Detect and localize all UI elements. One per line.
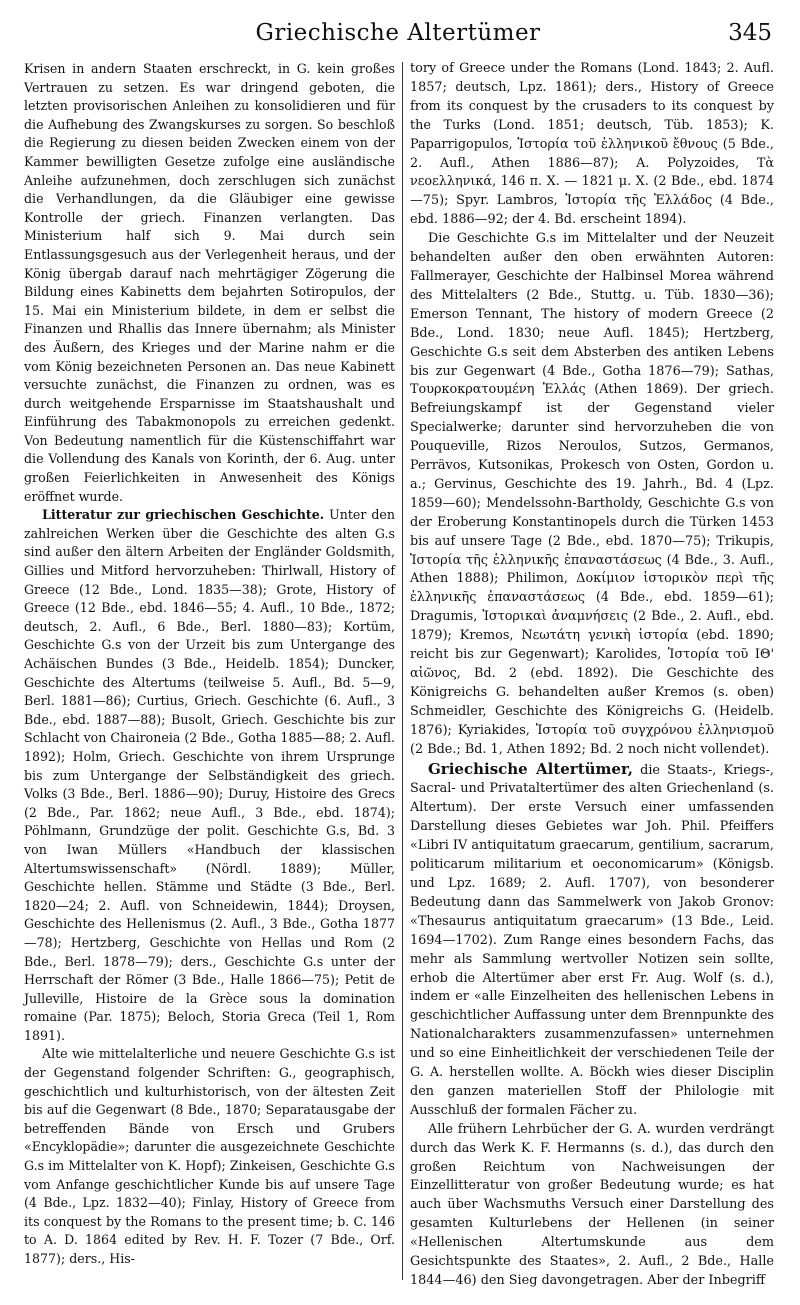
paragraph-medieval-modern-history: Alte wie mittelalterliche und neuere Geschichte G.s ist der Gegenstand folgender Schriften: G., geographisch, geschichtlich und kulturhistorisch, von der ältesten Zeit bis auf die Gegenwart (8 Bde., 1870; Separatausgabe der betreffenden Bände von Ersch und Grubers «Encyklopädie»; darunter die ausgezeichnete Geschichte G.s im Mittelalter von K. Hopf); Zinkeisen, Geschichte G.s vom Anfange geschichtlicher Kunde bis auf unsere Tage (4 Bde., Lpz. 1832—40); Finlay, History of Greece from its conquest by the Romans to the present time; b. C. 146 to A. D. 1864 edited by Rev. H. F. Tozer (7 Bde., Orf. 1877); ders., His-	[24, 1046, 395, 1266]
page-number: 345	[728, 20, 772, 46]
entry-griechische-altertuemer	[410, 760, 774, 1121]
paragraph-greek-finances: Krisen in andern Staaten erschreckt, in G. kein großes Vertrauen zu setzen. Es war dringend geboten, die letzten provisorischen Anleihen zu konsolidieren und für die Aufhebung des Zwangskurses zu sorgen. So beschloß die Regierung zu diesen beiden Zwecken einem von der Kammer bewilligten Gesetze zufolge eine ausländische Anleihe aufzunehmen, doch zerschlugen sich zunächst die Verhandlungen, da die Gläubiger eine gewisse Kontrolle der griech. Finanzen verlangten. Das Ministerium half sich 9. Mai durch sein Entlassungsgesuch aus der Verlegenheit heraus, und der König übergab darauf nach mehrtägiger Zögerung die Bildung eines Kabinetts dem bejahrten Sotiropulos, der 15. Mai ein Ministerium bildete, in dem er selbst die Finanzen und Rhallis das Innere übernahm; als Minister des Äußern, des Krieges und der Marine nahm er die vom König bezeichneten Personen an. Das neue Kabinett versuchte zunächst, die Finanzen zu ordnen, was es durch weitgehende Ersparnisse im Staatshaushalt und Einführung des Tabakmonopols zu erreichen gedenkt. Von Bedeutung namentlich für die Küstenschiffahrt war die Vollendung des Kanals von Korinth, der 6. Aug. unter großen Feierlichkeiten in Anwesenheit des Königs eröffnet wurde.	[24, 61, 395, 504]
left-column	[24, 60, 395, 1269]
entry-text: die Staats-, Kriegs-, Sacral- und Privataltertümer des alten Griechenland (s. Altertum). Der erste Versuch einer umfassenden Darstellung dieses Gebietes war Joh. Phil. Pfeiffers «Libri IV antiquitatum graecarum, gentilium, sacrarum, politicarum militarium et oeconomicarum» (Königsb. und Lpz. 1689; 2. Aufl. 1707), von besonderer Bedeutung dann das Sammelwerk von Jakob Gronov: «Thesaurus antiquitatum graecarum» (13 Bde., Leid. 1694—1702). Zum Range eines besondern Fachs, das mehr als Sammlung wertvoller Notizen sein sollte, erhob die Altertümer aber erst Fr. Aug. Wolf (s. d.), indem er «alle Einzelheiten des hellenischen Lebens in geschichtlicher Auffassung unter dem Brennpunkte des Nationalcharakters zusammenzufassen» unternehmen und so eine Einheitlichkeit der verschiedenen Teile der G. A. herstellen wollte. A. Böckh wies dieser Disciplin den ganzen materiellen Stoff der Philologie mit Ausschluß der formalen Fächer zu.	[410, 762, 774, 1118]
heading-literature: Litteratur zur griechischen Geschichte.	[42, 507, 325, 523]
right-column	[410, 60, 774, 1291]
paragraph-literature-continued: tory of Greece under the Romans (Lond. 1843; 2. Aufl. 1857; deutsch, Lpz. 1861); ders., History of Greece from its conquest by the crusaders to its conquest by the Turks (Lond. 1851; deutsch, Tüb. 1853); K. Paparrigopulos, Ἱστορία τοῦ ἑλληνικοῦ ἔθνους (5 Bde., 2. Aufl., Athen 1886—87); A. Polyzoides, Τὰ νεοελληνικά, 146 π. X. — 1821 μ. X. (2 Bde., ebd. 1874—75); Spyr. Lambros, Ἱστορία τῆς Ἑλλάδος (4 Bde., ebd. 1886—92; der 4. Bd. erscheint 1894).	[410, 61, 774, 228]
column-divider	[402, 62, 403, 1280]
page-header	[24, 20, 772, 60]
running-title: Griechische Altertümer	[255, 20, 541, 46]
entry-headword: Griechische Altertümer,	[428, 759, 633, 778]
literature-text: Unter den zahlreichen Werken über die Geschichte des alten G.s sind außer den ältern Arbeiten der Engländer Goldsmith, Gillies und Mitford hervorzuheben: Thirlwall, History of Greece (12 Bde., Lond. 1835—38); Grote, History of Greece (12 Bde., ebd. 1846—55; 4. Aufl., 10 Bde., 1872; deutsch, 2. Aufl., 6 Bde., Berl. 1880—83); Kortüm, Geschichte G.s von der Urzeit bis zum Untergange des Achäischen Bundes (3 Bde., Heidelb. 1854); Duncker, Geschichte des Altertums (teilweise 5. Aufl., Bd. 5—9, Berl. 1881—86); Curtius, Griech. Geschichte (6. Aufl., 3 Bde., ebd. 1887—88); Busolt, Griech. Geschichte bis zur Schlacht von Chaironeia (2 Bde., Gotha 1885—88; 2. Aufl. 1892); Holm, Griech. Geschichte von ihrem Ursprunge bis zum Untergange der Selbständigkeit des griech. Volks (3 Bde., Berl. 1886—90); Duruy, Histoire des Grecs (2 Bde., Par. 1862; neue Aufl., 3 Bde., ebd. 1874); Pöhlmann, Grundzüge der polit. Geschichte G.s, Bd. 3 von Iwan Müllers «Handbuch der klassischen Altertumswissenschaft» (Nördl. 1889); Müller, Geschichte hellen. Stämme und Städte (3 Bde., Berl. 1820—24; 2. Aufl. von Schneidewin, 1844); Droysen, Geschichte des Hellenismus (2. Aufl., 3 Bde., Gotha 1877—78); Hertzberg, Geschichte von Hellas und Rom (2 Bde., Berl. 1878—79); ders., Geschichte G.s unter der Herrschaft der Römer (3 Bde., Halle 1866—75); Petit de Julleville, Histoire de la Grèce sous la domination romaine (Par. 1875); Beloch, Storia Greca (Teil 1, Rom 1891).	[24, 507, 395, 1043]
paragraph-literature	[24, 506, 395, 1045]
paragraph-middle-ages-history: Die Geschichte G.s im Mittelalter und der Neuzeit behandelten außer den oben erwähnten Autoren: Fallmerayer, Geschichte der Halbinsel Morea während des Mittelalters (2 Bde., Stuttg. u. Tüb. 1830—36); Emerson Tennant, The history of modern Greece (2 Bde., Lond. 1830; neue Aufl. 1845); Hertzberg, Geschichte G.s seit dem Absterben des antiken Lebens bis zur Gegenwart (4 Bde., Gotha 1876—79); Sathas, Τουρκοκρατουμένη Ἑλλάς (Athen 1869). Der griech. Befreiungskampf ist der Gegenstand vieler Specialwerke; darunter sind hervorzuheben die von Pouqueville, Rizos Neroulos, Sutzos, Germanos, Perrävos, Kutsonikas, Prokesch von Osten, Gordon u. a.; Gervinus, Geschichte des 19. Jahrh., Bd. 4 (Lpz. 1859—60); Mendelssohn-Bartholdy, Geschichte G.s von der Eroberung Konstantinopels durch die Türken 1453 bis auf unsere Tage (2 Bde., ebd. 1870—75); Trikupis, Ἱστορία τῆς ἑλληνικῆς ἐπαναστάσεως (4 Bde., 3. Aufl., Athen 1888); Philimon, Δοκίμιον ἱστορικὸν περὶ τῆς ἑλληνικῆς ἐπαναστάσεως (4 Bde., ebd. 1859—61); Dragumis, Ἱστορικαὶ ἀναμνήσεις (2 Bde., 2. Aufl., ebd. 1879); Kremos, Νεωτάτη γενικὴ ἱστορία (ebd. 1890; reicht bis zur Gegenwart); Karolides, Ἱστορία τοῦ ΙΘ' αἰῶνος, Bd. 2 (ebd. 1892). Die Geschichte des Königreichs G. behandelten außer Kremos (s. oben) Schmeidler, Geschichte des Königreichs G. (Heidelb. 1876); Kyriakides, Ἱστορία τοῦ συγχρόνου ἑλληνισμοῦ (2 Bde.; Bd. 1, Athen 1892; Bd. 2 noch nicht vollendet).	[410, 231, 774, 757]
paragraph-textbooks: Alle frühern Lehrbücher der G. A. wurden verdrängt durch das Werk K. F. Hermanns (s. d.), das durch den großen Reichtum von Nachweisungen der Einzellitteratur von großer Bedeutung wurde; es hat auch über Wachsmuths Versuch einer Darstellung des gesamten Kulturlebens der Hellenen (in seiner «Hellenischen Altertumskunde aus dem Gesichtspunkte des Staates», 2. Aufl., 2 Bde., Halle 1844—46) den Sieg davongetragen. Aber der Inbegriff	[410, 1121, 774, 1288]
